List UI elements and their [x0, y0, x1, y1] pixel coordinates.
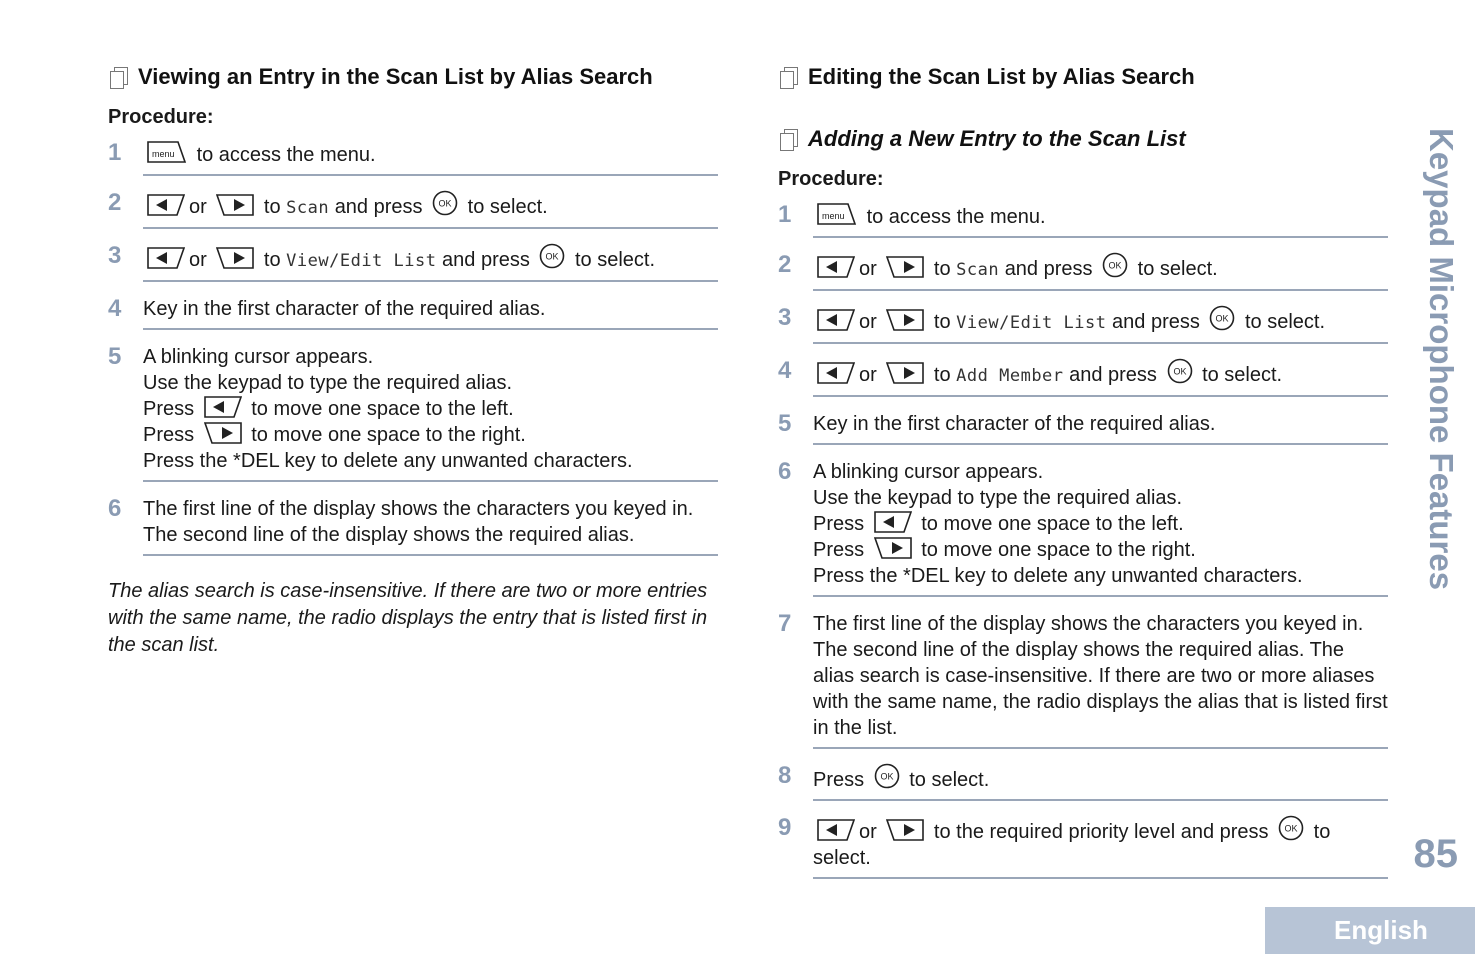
svg-text:OK: OK: [438, 198, 452, 209]
right-step-4: 4 or to Add Member and press OK to select.: [778, 344, 1388, 397]
svg-text:OK: OK: [545, 251, 559, 262]
right-procedure-label: Procedure:: [778, 168, 884, 190]
document-icon: [780, 67, 796, 87]
left-step-5: 5 A blinking cursor appears. Use the keypad to type the required alias. Press to move one space to the left. Press to move one space to the right. Press the *DEL key to delete any unwanted characters.: [108, 330, 718, 482]
menu-item-code: Scan: [286, 198, 330, 218]
page-number: 85: [1413, 832, 1458, 876]
menu-item-code: Scan: [956, 260, 1000, 280]
left-arrow-key-icon: [147, 247, 185, 269]
left-arrow-key-icon: [817, 362, 855, 384]
menu-key-icon: [147, 140, 187, 164]
right-steps: [778, 197, 1388, 887]
menu-key-icon: [817, 202, 857, 226]
left-column: [108, 62, 718, 659]
right-arrow-key-icon: [204, 422, 242, 444]
menu-item-code: View/Edit List: [956, 313, 1107, 333]
right-step-6: 6 A blinking cursor appears. Use the keypad to type the required alias. Press to move one space to the left. Press to move one space to the right. Press the *DEL key to delete any unwanted characters.: [778, 445, 1388, 597]
step-number: 7: [778, 610, 792, 637]
left-step-2: 2 or to Scan and press OK to select.: [108, 176, 718, 229]
right-section-title: Editing the Scan List by Alias Search: [808, 64, 1195, 89]
right-section-heading: [778, 62, 1388, 92]
document-icon: [110, 67, 126, 87]
left-arrow-key-icon: [817, 309, 855, 331]
right-subsection-heading: [778, 124, 1388, 154]
step-number: 3: [778, 304, 792, 331]
right-arrow-key-icon: [216, 194, 254, 216]
svg-text:menu: menu: [152, 149, 175, 159]
right-step-9: 9 or to the required priority level and press OK to select.: [778, 801, 1388, 887]
language-tab: English: [1265, 907, 1475, 954]
left-arrow-key-icon: [147, 194, 185, 216]
step-number: 2: [108, 189, 122, 216]
step-number: 5: [108, 343, 122, 370]
step-number: 3: [108, 242, 122, 269]
left-step-1: 1 menu to access the menu.: [108, 135, 718, 176]
step-number: 8: [778, 762, 792, 789]
svg-text:OK: OK: [880, 771, 894, 782]
document-icon: [780, 129, 796, 149]
left-arrow-key-icon: [817, 819, 855, 841]
left-section-title: Viewing an Entry in the Scan List by Alias Search: [138, 64, 653, 89]
right-step-3: 3 or to View/Edit List and press OK to select.: [778, 291, 1388, 344]
menu-item-code: View/Edit List: [286, 251, 437, 271]
svg-text:OK: OK: [1108, 260, 1122, 271]
svg-text:OK: OK: [1215, 313, 1229, 324]
right-step-1: 1 menu to access the menu.: [778, 197, 1388, 238]
svg-text:menu: menu: [822, 211, 845, 221]
right-step-8: 8 Press OK to select.: [778, 749, 1388, 801]
right-arrow-key-icon: [874, 537, 912, 559]
left-step-6: 6 The first line of the display shows the characters you keyed in. The second line of the display shows the required alias.: [108, 482, 718, 564]
ok-button-icon: [1167, 358, 1193, 384]
step-number: 2: [778, 251, 792, 278]
svg-text:OK: OK: [1172, 366, 1187, 377]
right-subsection-title: Adding a New Entry to the Scan List: [808, 126, 1186, 151]
right-column: [778, 62, 1388, 887]
step-number: 4: [108, 295, 122, 322]
right-arrow-key-icon: [886, 256, 924, 278]
left-step-3: 3 or to View/Edit List and press OK to select.: [108, 229, 718, 282]
step-number: 6: [778, 458, 792, 485]
ok-button-icon: [1102, 252, 1128, 278]
left-step-4: 4 Key in the first character of the required alias.: [108, 282, 718, 330]
step-number: 4: [778, 357, 792, 384]
ok-button-icon: [539, 243, 565, 269]
right-arrow-key-icon: [886, 362, 924, 384]
alias-search-note: The alias search is case-insensitive. If there are two or more entries with the same name, the radio displays the entry that is listed first in the scan list.: [108, 580, 708, 656]
step-number: 9: [778, 814, 792, 841]
ok-button-icon: [1209, 305, 1235, 331]
chapter-side-title: Keypad Microphone Features: [1423, 128, 1460, 591]
step-number: 1: [108, 139, 122, 166]
left-section-heading: [108, 62, 718, 92]
left-steps: [108, 135, 718, 564]
ok-button-icon: [874, 763, 900, 789]
left-procedure-label: Procedure:: [108, 106, 214, 128]
step-number: 1: [778, 201, 792, 228]
right-arrow-key-icon: [886, 819, 924, 841]
svg-text:OK: OK: [1284, 823, 1298, 834]
menu-item-code: Add Member: [956, 366, 1064, 386]
ok-button-icon: [432, 190, 458, 216]
left-arrow-key-icon: [874, 511, 912, 533]
right-arrow-key-icon: [886, 309, 924, 331]
right-step-2: 2 or to Scan and press OK to select.: [778, 238, 1388, 291]
step-number: 6: [108, 495, 122, 522]
right-arrow-key-icon: [216, 247, 254, 269]
left-arrow-key-icon: [817, 256, 855, 278]
right-step-7: 7 The first line of the display shows the characters you keyed in. The second line of the display shows the required alias. The alias search is case-insensitive. If there are two or more aliases with the same name, the radio displays the alias that is listed first in the list.: [778, 597, 1388, 749]
step-number: 5: [778, 410, 792, 437]
left-arrow-key-icon: [204, 396, 242, 418]
right-step-5: 5 Key in the first character of the required alias.: [778, 397, 1388, 445]
ok-button-icon: [1278, 815, 1304, 841]
